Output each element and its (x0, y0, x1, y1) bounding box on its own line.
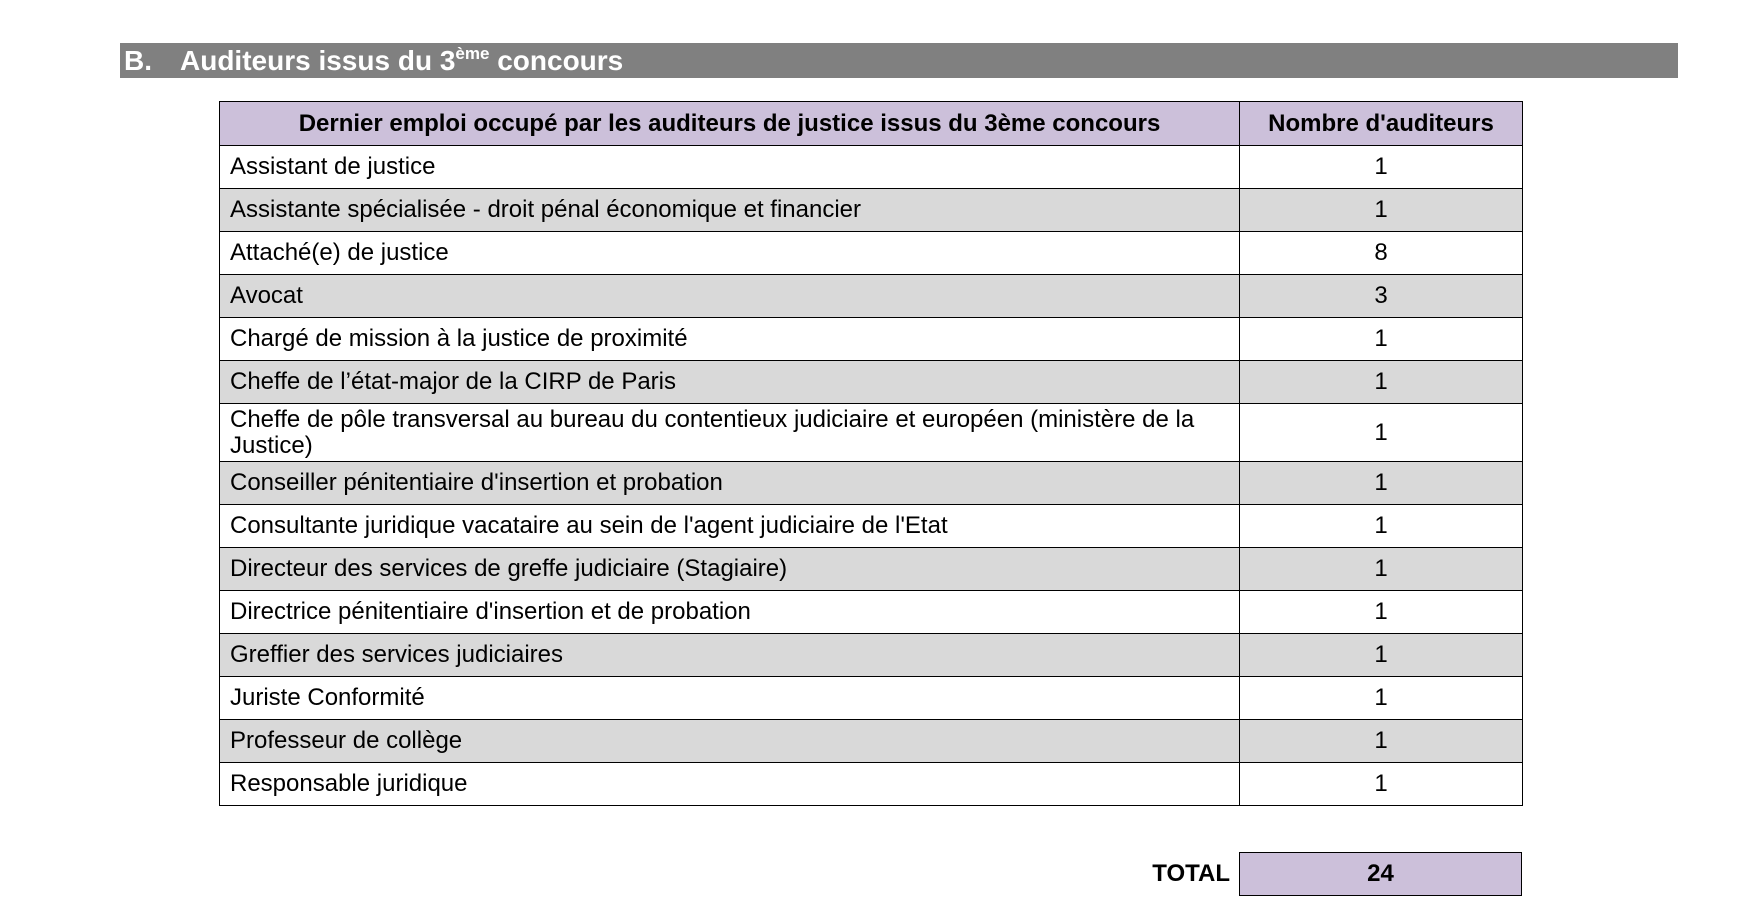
count-cell: 3 (1240, 275, 1523, 318)
table-row (220, 361, 1523, 404)
count-cell: 1 (1240, 462, 1523, 505)
section-header (120, 43, 1678, 78)
section-title-superscript: ème (455, 44, 490, 63)
table-row (220, 146, 1523, 189)
job-cell: Directeur des services de greffe judiciaire (Stagiaire) (220, 548, 1240, 591)
job-cell: Consultante juridique vacataire au sein de l'agent judiciaire de l'Etat (220, 505, 1240, 548)
table-row (220, 232, 1523, 275)
job-cell: Attaché(e) de justice (220, 232, 1240, 275)
column-header-count: Nombre d'auditeurs (1240, 102, 1523, 146)
job-cell: Assistant de justice (220, 146, 1240, 189)
section-title-suffix: concours (489, 45, 624, 76)
job-cell: Professeur de collège (220, 720, 1240, 763)
table-row (220, 404, 1523, 462)
table-row (220, 591, 1523, 634)
total-label: TOTAL (1152, 860, 1230, 887)
table-row (220, 634, 1523, 677)
count-cell: 1 (1240, 720, 1523, 763)
count-cell: 1 (1240, 505, 1523, 548)
table-row (220, 720, 1523, 763)
count-cell: 1 (1240, 548, 1523, 591)
job-cell: Conseiller pénitentiaire d'insertion et probation (220, 462, 1240, 505)
job-cell: Directrice pénitentiaire d'insertion et de probation (220, 591, 1240, 634)
job-cell: Assistante spécialisée - droit pénal économique et financier (220, 189, 1240, 232)
table-row (220, 548, 1523, 591)
table-header-row (220, 102, 1523, 146)
count-cell: 1 (1240, 634, 1523, 677)
job-cell: Responsable juridique (220, 763, 1240, 806)
table-row (220, 318, 1523, 361)
jobs-table (219, 101, 1523, 806)
count-cell: 1 (1240, 361, 1523, 404)
count-cell: 1 (1240, 677, 1523, 720)
table-row (220, 189, 1523, 232)
count-cell: 1 (1240, 591, 1523, 634)
section-title-prefix: Auditeurs issus du 3 (180, 45, 456, 76)
job-cell: Greffier des services judiciaires (220, 634, 1240, 677)
count-cell: 1 (1240, 318, 1523, 361)
count-cell: 1 (1240, 404, 1523, 462)
table-row (220, 275, 1523, 318)
table-row (220, 763, 1523, 806)
job-cell: Avocat (220, 275, 1240, 318)
count-cell: 1 (1240, 146, 1523, 189)
section-letter: B. (124, 45, 152, 76)
job-cell: Cheffe de pôle transversal au bureau du contentieux judiciaire et européen (ministère de la Justice) (220, 404, 1240, 462)
column-header-job: Dernier emploi occupé par les auditeurs de justice issus du 3ème concours (220, 102, 1240, 146)
count-cell: 1 (1240, 189, 1523, 232)
job-cell: Chargé de mission à la justice de proximité (220, 318, 1240, 361)
total-value: 24 (1239, 852, 1522, 896)
job-cell: Cheffe de l’état-major de la CIRP de Paris (220, 361, 1240, 404)
table-row (220, 677, 1523, 720)
count-cell: 1 (1240, 763, 1523, 806)
count-cell: 8 (1240, 232, 1523, 275)
table-row (220, 505, 1523, 548)
table-row (220, 462, 1523, 505)
job-cell: Juriste Conformité (220, 677, 1240, 720)
